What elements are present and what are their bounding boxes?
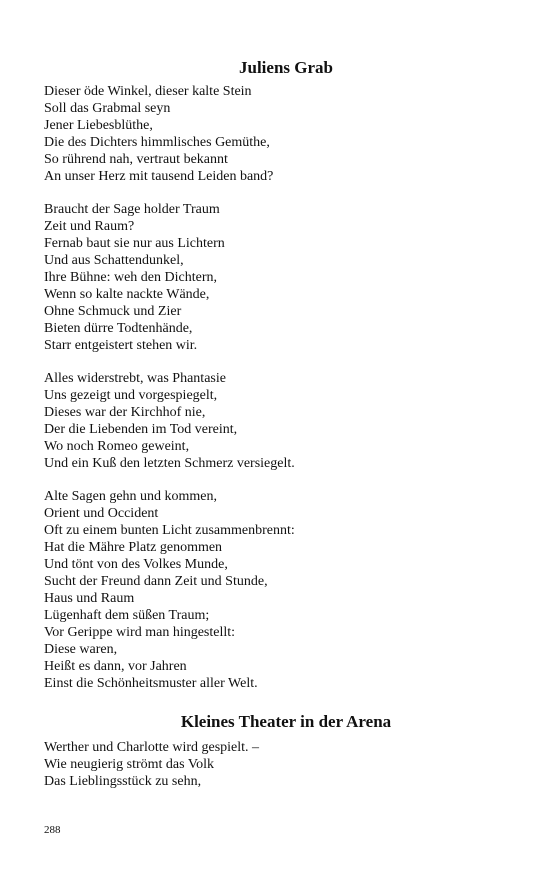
verse-line: Bieten dürre Todtenhände, (44, 321, 193, 336)
verse-line: Dieses war der Kirchhof nie, (44, 405, 206, 420)
verse-line: Diese waren, (44, 642, 118, 657)
verse-line: Und ein Kuß den letzten Schmerz versiegelt. (44, 456, 295, 471)
verse-line: Das Lieblingsstück zu sehn, (44, 774, 202, 789)
stanza (44, 488, 524, 692)
verse-line: Ihre Bühne: weh den Dichtern, (44, 270, 217, 285)
verse-line: Orient und Occident (44, 506, 159, 521)
verse-line: Fernab baut sie nur aus Lichtern (44, 236, 225, 251)
verse-line: Der die Liebenden im Tod vereint, (44, 422, 238, 437)
verse-line: An unser Herz mit tausend Leiden band? (44, 169, 274, 184)
verse-line: Alte Sagen gehn und kommen, (44, 489, 218, 504)
poem-title: Kleines Theater in der Arena (180, 712, 392, 731)
verse-line: Die des Dichters himmlisches Gemüthe, (44, 135, 270, 150)
verse-line: Jener Liebesblüthe, (44, 118, 153, 133)
verse-line: Ohne Schmuck und Zier (44, 304, 182, 319)
verse-line: Haus und Raum (44, 591, 135, 606)
stanza (44, 201, 524, 354)
verse-line: Werther und Charlotte wird gespielt. – (44, 740, 260, 755)
verse-line: Hat die Mähre Platz genommen (44, 540, 223, 555)
page-number: 288 (44, 824, 61, 836)
verse-line: Heißt es dann, vor Jahren (44, 659, 187, 674)
verse-line: Braucht der Sage holder Traum (44, 202, 220, 217)
verse-line: Uns gezeigt und vorgespiegelt, (44, 388, 218, 403)
verse-line: Und aus Schattendunkel, (44, 253, 184, 268)
verse-line: Wo noch Romeo geweint, (44, 439, 190, 454)
verse-line: Zeit und Raum? (44, 219, 135, 234)
verse-line: Oft zu einem bunten Licht zusammenbrennt: (44, 523, 295, 538)
verse-line: Und tönt von des Volkes Munde, (44, 557, 228, 572)
verse-line: So rührend nah, vertraut bekannt (44, 152, 228, 167)
verse-line: Lügenhaft dem süßen Traum; (44, 608, 210, 623)
stanza (44, 370, 524, 472)
verse-line: Vor Gerippe wird man hingestellt: (44, 625, 236, 640)
verse-line: Soll das Grabmal seyn (44, 101, 171, 116)
poem-title: Juliens Grab (239, 58, 333, 77)
verse-line: Sucht der Freund dann Zeit und Stunde, (44, 574, 268, 589)
stanza (44, 83, 524, 185)
verse-line: Wie neugierig strömt das Volk (44, 757, 215, 772)
verse-line: Alles widerstrebt, was Phantasie (44, 371, 226, 386)
verse-line: Einst die Schönheitsmuster aller Welt. (44, 676, 258, 691)
stanza (44, 739, 524, 790)
verse-line: Wenn so kalte nackte Wände, (44, 287, 210, 302)
verse-line: Starr entgeistert stehen wir. (44, 338, 198, 353)
verse-line: Dieser öde Winkel, dieser kalte Stein (44, 84, 252, 99)
